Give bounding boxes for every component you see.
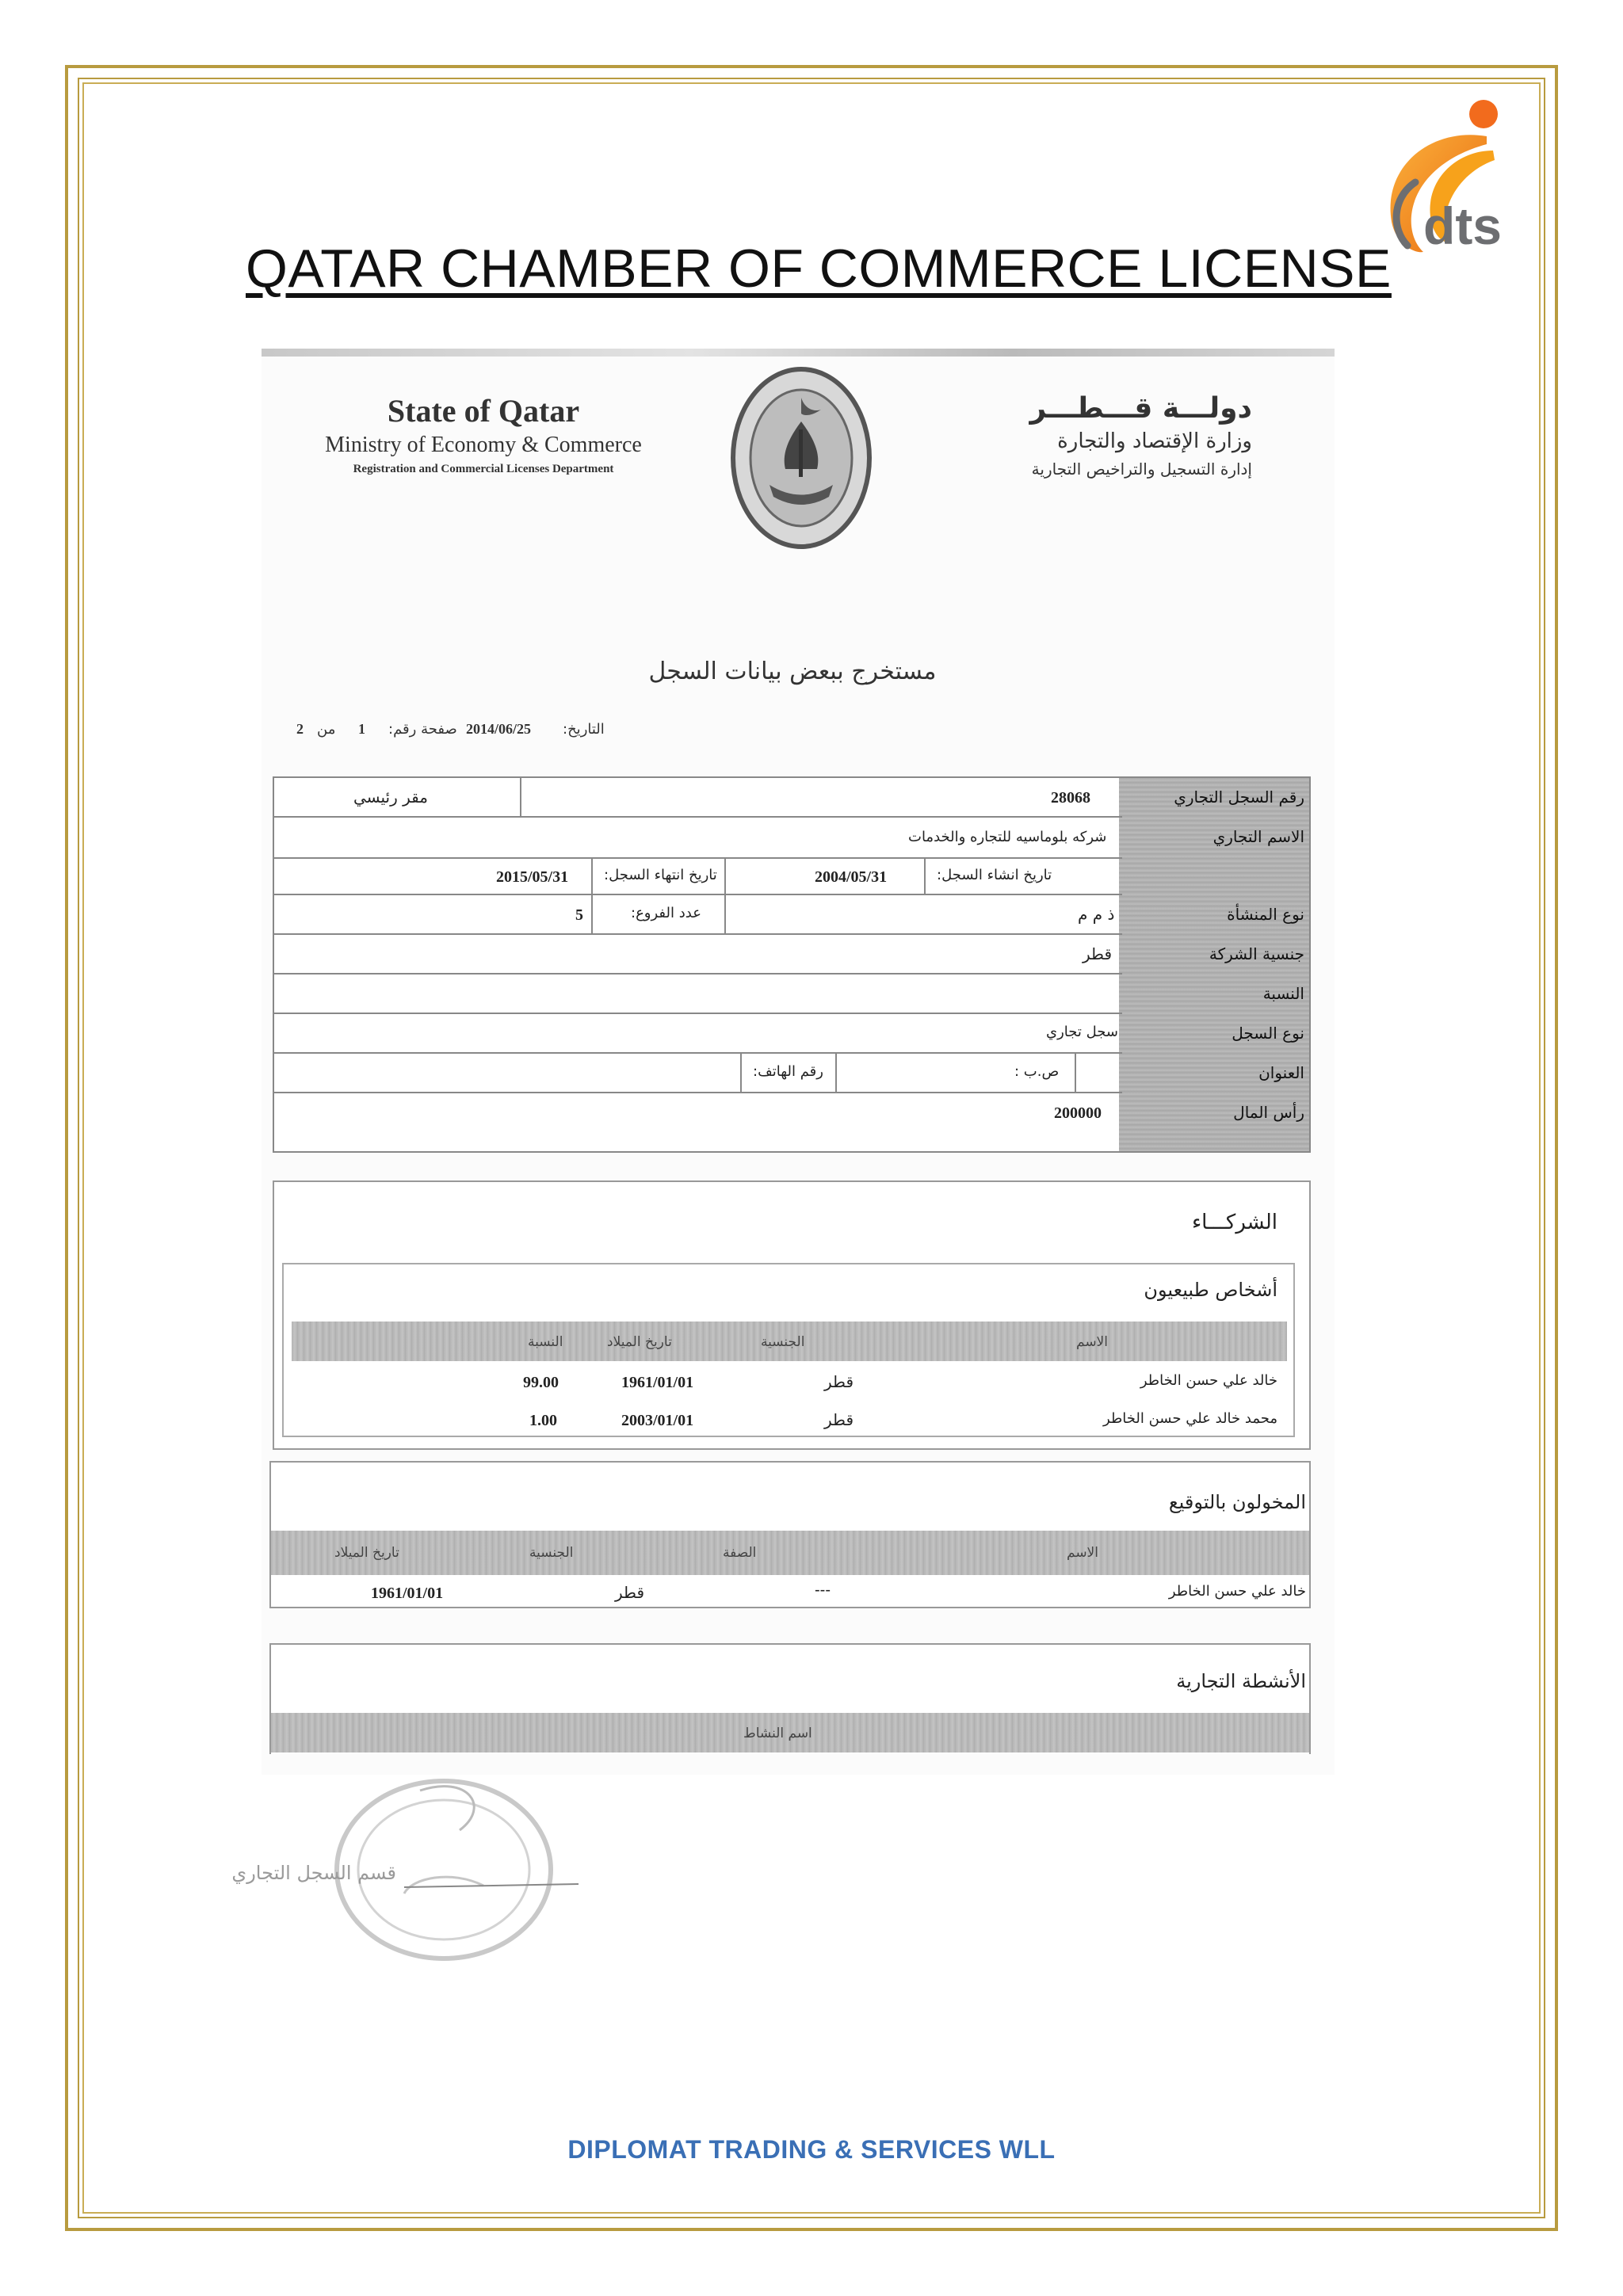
partners-title: الشركـــاء (1191, 1211, 1277, 1234)
natural-persons-title: أشخاص طبيعيون (1144, 1279, 1277, 1301)
signatories-title: المخولون بالتوقيع (1168, 1491, 1306, 1513)
start-date-label: تاريخ انشاء السجل: (937, 867, 1052, 883)
company-footer: DIPLOMAT TRADING & SERVICES WLL (567, 2135, 1056, 2164)
rule (274, 1013, 1122, 1014)
signatory-1-nationality: قطر (615, 1583, 645, 1602)
signatories-col-name: الاسم (1067, 1545, 1098, 1561)
rule (591, 894, 593, 933)
partner-2-nationality: قطر (824, 1410, 854, 1429)
header-arabic (959, 392, 1252, 479)
label-nationality: جنسية الشركة (1209, 944, 1304, 963)
end-date-label: تاريخ انتهاء السجل: (604, 867, 717, 883)
partner-1-nationality: قطر (824, 1372, 854, 1391)
label-share: النسبة (1262, 984, 1304, 1003)
partners-col-dob: تاريخ الميلاد (607, 1334, 672, 1350)
label-reg-no: رقم السجل التجاري (1174, 788, 1304, 807)
signatory-1-dob: 1961/01/01 (371, 1585, 444, 1602)
signatories-col-nationality: الجنسية (529, 1545, 574, 1561)
activities-title: الأنشطة التجارية (1176, 1670, 1306, 1692)
office-type-value: مقر رئيسي (353, 788, 428, 807)
header-en-line1: State of Qatar (387, 393, 580, 429)
scan-edge (262, 349, 1335, 357)
page-number-label: صفحة رقم: (388, 721, 457, 738)
nationality-value: قطر (1083, 944, 1113, 963)
partner-2-share: 1.00 (529, 1412, 557, 1429)
license-type-value: سجل تجاري (1046, 1024, 1118, 1040)
rule (274, 816, 1122, 818)
dts-logo (1368, 95, 1539, 261)
rule (520, 778, 521, 816)
label-establishment-type: نوع المنشأة (1227, 905, 1304, 924)
label-trade-name: الاسم التجاري (1212, 827, 1304, 846)
label-address: العنوان (1258, 1063, 1304, 1082)
rule (274, 894, 1122, 895)
signatories-col-capacity: الصفة (723, 1545, 757, 1561)
partners-col-share: النسبة (528, 1334, 563, 1350)
header-ar-line1: دولـــة قـــطـــر (1029, 392, 1252, 425)
signatories-col-dob: تاريخ الميلاد (334, 1545, 399, 1561)
date-value: 2014/06/25 (466, 721, 532, 737)
label-license-type: نوع السجل (1232, 1024, 1304, 1043)
registry-stamp (231, 1775, 594, 1985)
activities-col-name: اسم النشاط (743, 1726, 812, 1741)
partners-section (273, 1180, 1311, 1450)
signatories-section (269, 1461, 1311, 1608)
partner-2-dob: 2003/01/01 (621, 1412, 694, 1429)
rule (724, 894, 726, 933)
rule (924, 857, 926, 894)
partner-1-name: خالد علي حسن الخاطر (1140, 1372, 1277, 1389)
rule (835, 1052, 837, 1092)
partners-col-name: الاسم (1076, 1334, 1108, 1350)
rule (274, 933, 1122, 935)
document-heading: مستخرج ببعض بيانات السجل (648, 658, 937, 685)
signatory-1-capacity: --- (815, 1581, 831, 1599)
rule (274, 973, 1122, 974)
natural-persons-box (282, 1263, 1295, 1437)
rule (274, 1052, 1122, 1054)
license-document (231, 349, 1335, 1884)
stamp-text: قسم السجل التجاري (231, 1862, 396, 1884)
rule (740, 1052, 742, 1092)
establishment-type-value: ذ م م (1078, 905, 1115, 924)
capital-value: 200000 (1054, 1104, 1102, 1122)
signatories-header-bar (271, 1531, 1309, 1575)
branches-label: عدد الفروع: (631, 905, 701, 921)
rule (724, 857, 726, 894)
page-of-label: من (317, 721, 336, 738)
branches-value: 5 (575, 906, 583, 924)
page-title: QATAR CHAMBER OF COMMERCE LICENSE (246, 238, 1392, 299)
date-label: التاريخ: (563, 721, 605, 738)
header-en-line3: Registration and Commercial Licenses Department (353, 463, 614, 475)
partners-col-nationality: الجنسية (761, 1334, 805, 1350)
rule (591, 857, 593, 894)
state-seal-emblem (726, 366, 876, 556)
rule (274, 857, 1122, 859)
logo-text: dts (1423, 196, 1502, 255)
header-ar-line3: إدارة التسجيل والتراخيص التجارية (1031, 460, 1252, 479)
signatory-1-name: خالد علي حسن الخاطر (1168, 1583, 1306, 1600)
partner-1-share: 99.00 (523, 1374, 559, 1391)
registration-table (273, 776, 1311, 1153)
page-total-value: 2 (296, 721, 304, 737)
header-english (325, 392, 642, 476)
header-en-line2: Ministry of Economy & Commerce (325, 433, 642, 457)
rule (274, 1092, 1122, 1093)
header-ar-line2: وزارة الإقتصاد والتجارة (1057, 429, 1252, 453)
partner-1-dob: 1961/01/01 (621, 1374, 694, 1391)
partner-2-name: محمد خالد علي حسن الخاطر (1103, 1410, 1277, 1427)
activities-section (269, 1643, 1311, 1754)
page-number-value: 1 (358, 721, 365, 737)
label-capital: رأس المال (1233, 1103, 1304, 1122)
rule (1075, 1052, 1076, 1092)
phone-label: رقم الهاتف: (753, 1063, 823, 1080)
end-date-value: 2015/05/31 (496, 868, 569, 886)
po-box-label: ص.ب : (1014, 1063, 1060, 1080)
start-date-value: 2004/05/31 (815, 868, 888, 886)
trade-name-value: شركه بلوماسيه للتجاره والخدمات (908, 829, 1107, 845)
reg-no-value: 28068 (1051, 789, 1090, 807)
